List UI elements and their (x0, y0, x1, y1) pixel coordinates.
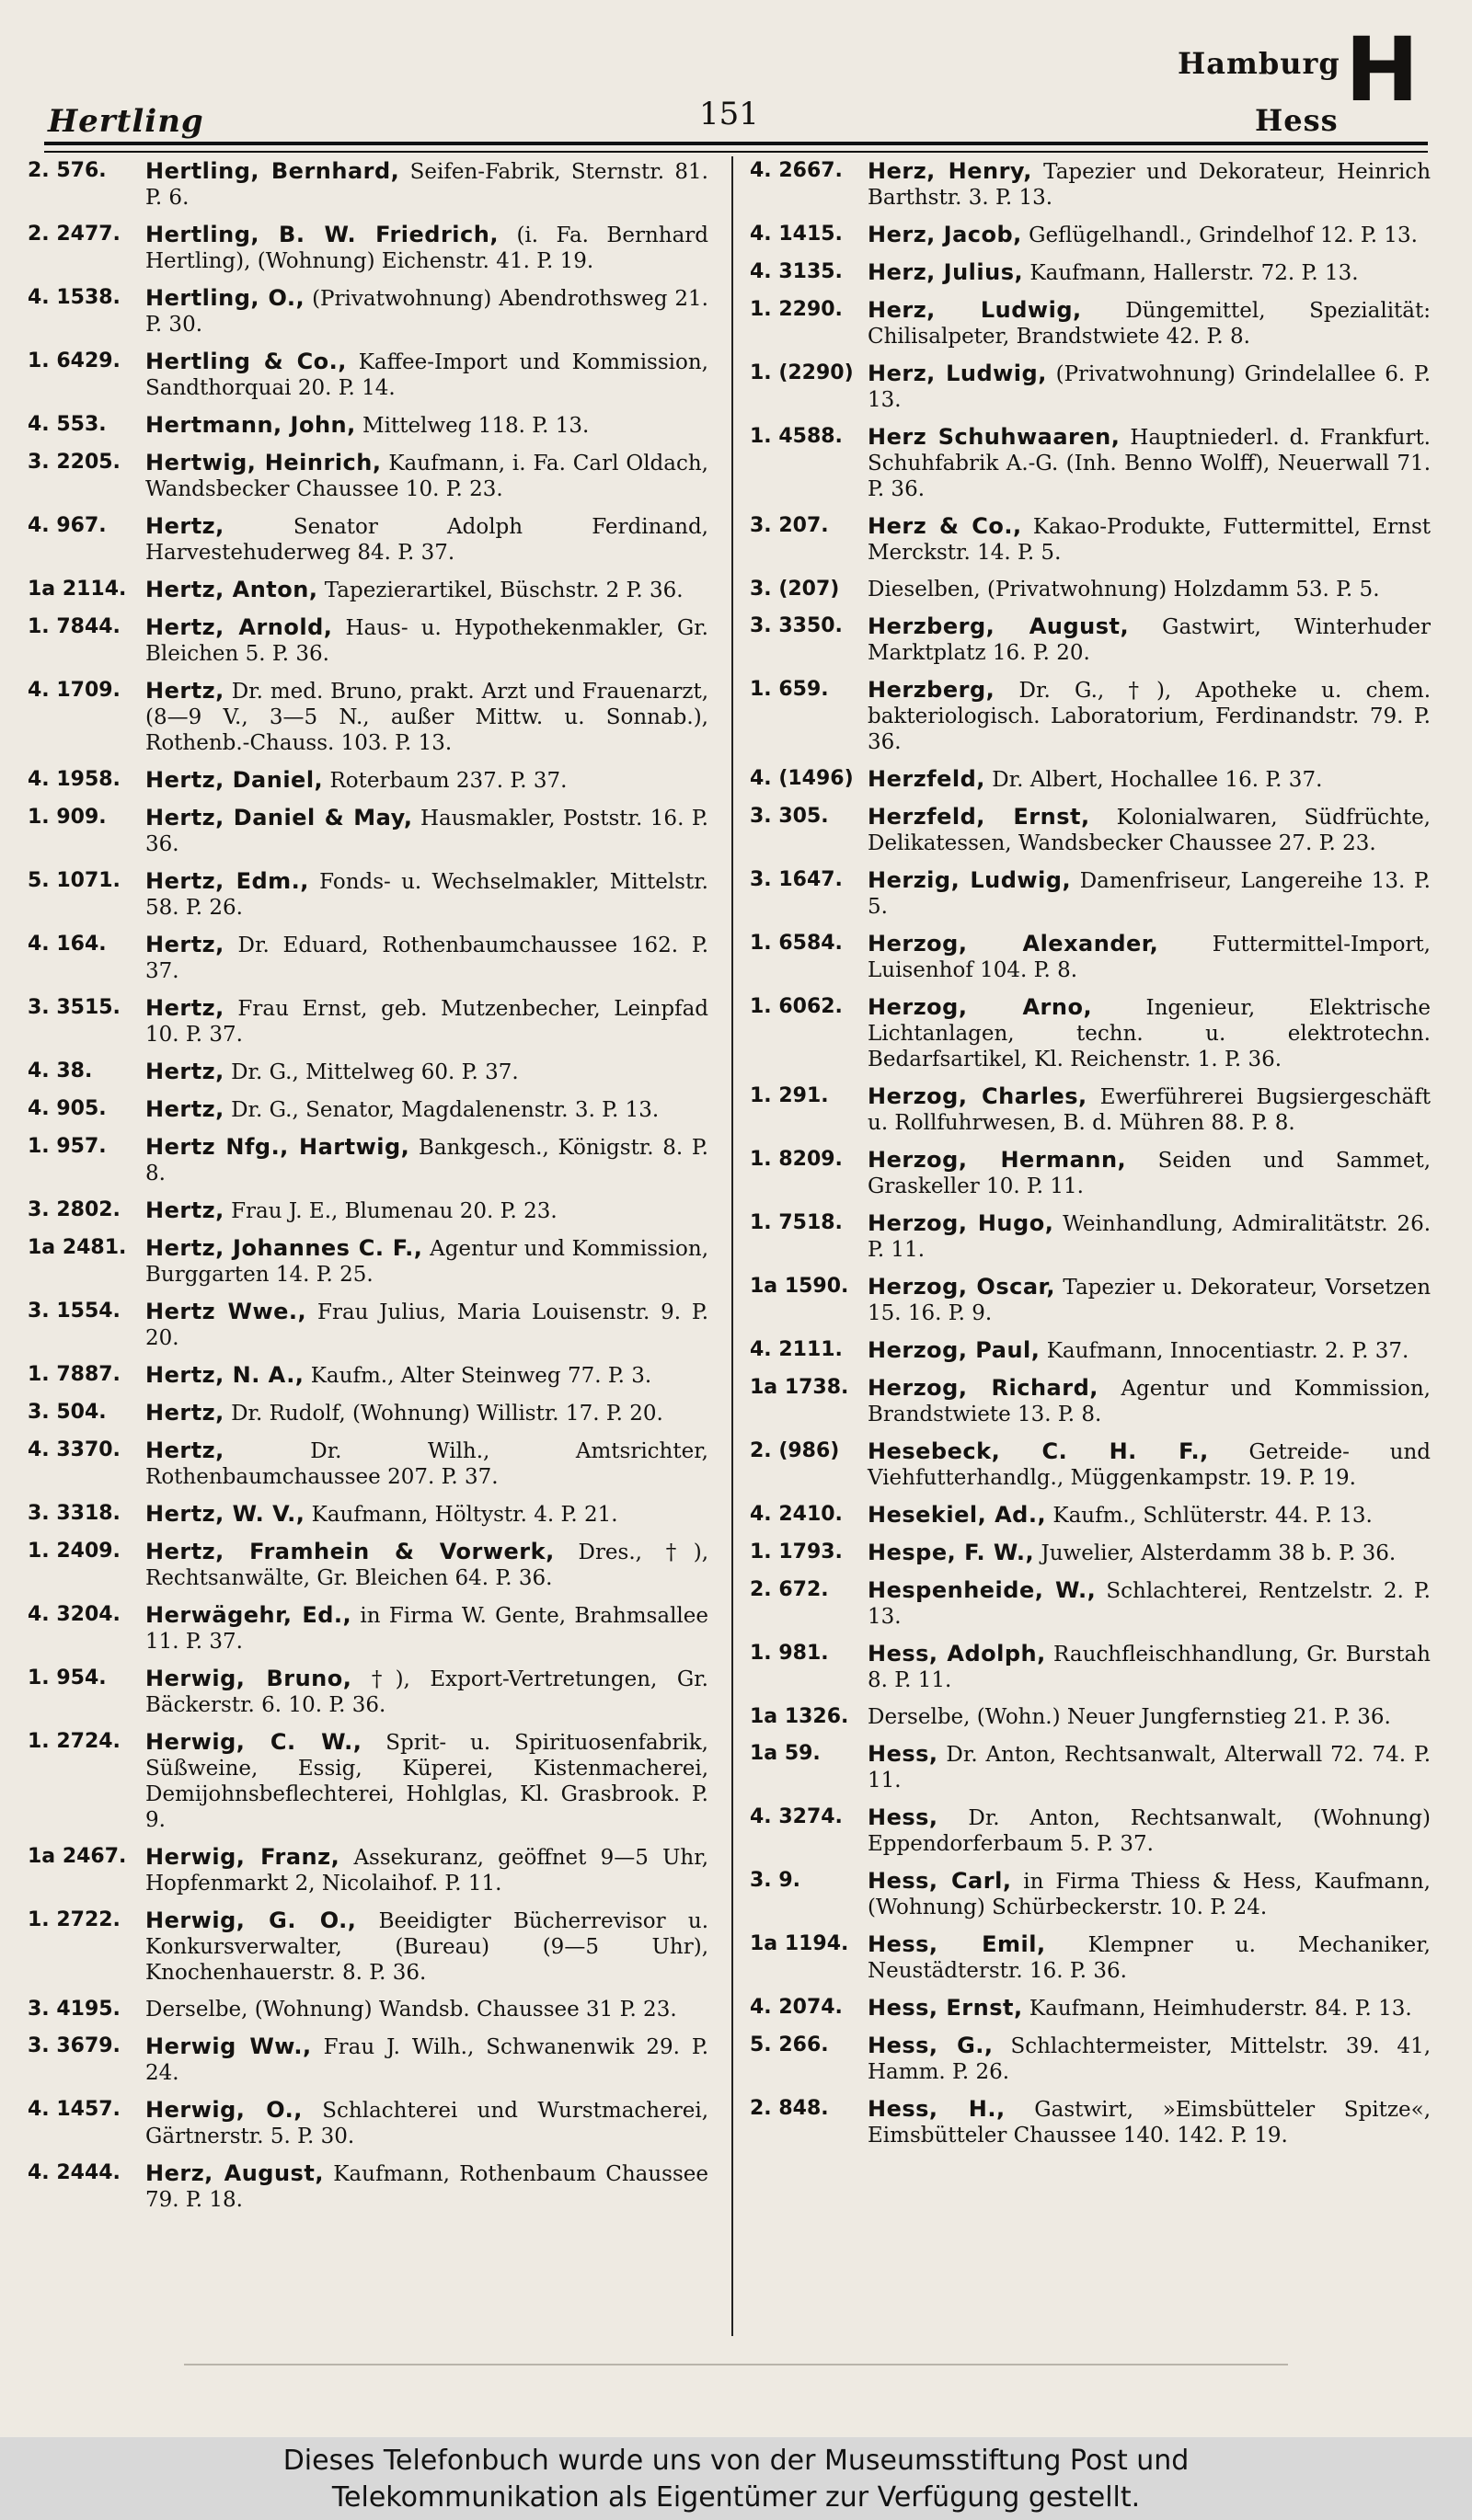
directory-entry (750, 1147, 1431, 1199)
subscriber-details: Dr. Anton, Rechtsanwalt, (Wohnung) Eppendorferbaum 5. P. 37. (868, 1806, 1431, 1856)
subscriber-details: †), Export-Vertretungen, Gr. Bäckerstr. 6. 10. P. 36. (145, 1667, 708, 1717)
directory-entry (28, 2160, 708, 2213)
phone-number: 1. 2409. (28, 1540, 121, 1563)
subscriber-name: Herzig, Ludwig, (868, 867, 1072, 893)
phone-number: 3. 1554. (28, 1300, 121, 1323)
directory-entry (28, 1666, 708, 1718)
directory-entry (28, 1438, 708, 1490)
subscriber-name: Hess, (868, 1741, 938, 1767)
directory-entry (28, 1235, 708, 1288)
subscriber-details: Tapezierartikel, Büschstr. 2 P. 36. (324, 578, 684, 602)
subscriber-name: Herzog, Charles, (868, 1083, 1087, 1109)
directory-entry (28, 868, 708, 921)
subscriber-details: Sprit- u. Spirituosenfabrik, Süßweine, Essig, Küperei, Kistenmacherei, Demijohnsbeflechterei, Hohlglas, Kl. Grasbrook. P. 9. (145, 1731, 708, 1832)
phone-number: 2. 672. (750, 1578, 829, 1601)
subscriber-name: Herzog, Paul, (868, 1337, 1041, 1363)
phone-number: 4. 3135. (750, 260, 843, 283)
subscriber-name: Herz, Ludwig, (868, 361, 1047, 386)
phone-number: 2. (986) (750, 1439, 840, 1462)
subscriber-details: Getreide- und Viehfutterhandlg., Müggenkampstr. 19. P. 19. (868, 1440, 1431, 1490)
subscriber-name: Hertz, (145, 1059, 224, 1084)
subscriber-details: Dr. G., Senator, Magdalenenstr. 3. P. 13. (231, 1098, 660, 1122)
running-head-left: Hertling (48, 103, 204, 140)
directory-entry (750, 867, 1431, 920)
phone-number: 1. 909. (28, 806, 107, 829)
subscriber-name: Herzog, Richard, (868, 1375, 1098, 1401)
subscriber-details: Damenfriseur, Langereihe 13. P. 5. (868, 869, 1431, 919)
subscriber-name: Hespenheide, W., (868, 1577, 1097, 1603)
directory-entry (28, 349, 708, 401)
directory-entry (750, 1704, 1431, 1730)
subscriber-name: Hertz, (145, 513, 224, 539)
subscriber-details: Kaufmann, Hallerstr. 72. P. 13. (1029, 261, 1359, 285)
directory-entry (28, 1501, 708, 1528)
subscriber-details: Kaufmann, Innocentiastr. 2. P. 37. (1046, 1339, 1409, 1363)
phone-number: 3. 207. (750, 514, 829, 537)
directory-entry (750, 513, 1431, 566)
subscriber-name: Hertz, Framhein & Vorwerk, (145, 1539, 555, 1564)
subscriber-details: Geflügelhandl., Grindelhof 12. P. 13. (1029, 223, 1418, 247)
phone-number: 3. 3515. (28, 996, 121, 1019)
directory-entry (28, 1997, 708, 2022)
phone-number: 1. 291. (750, 1084, 829, 1107)
subscriber-name: Hertling, O., (145, 285, 305, 311)
directory-entry (28, 1134, 708, 1186)
directory-entry (28, 678, 708, 756)
subscriber-name: Hess, H., (868, 2096, 1006, 2122)
directory-entry (28, 285, 708, 338)
directory-entry (750, 1641, 1431, 1693)
subscriber-details: Juwelier, Alsterdamm 38 b. P. 36. (1041, 1541, 1397, 1565)
phone-number: 1a 2481. (28, 1236, 127, 1259)
subscriber-name: Herz Schuhwaaren, (868, 424, 1121, 450)
directory-entry (750, 1210, 1431, 1263)
subscriber-details: Mittelweg 118. P. 13. (362, 414, 590, 438)
directory-entry (28, 805, 708, 857)
directory-entry (750, 577, 1431, 602)
directory-entry (28, 513, 708, 566)
subscriber-name: Herz, Henry, (868, 158, 1032, 184)
directory-entry (750, 297, 1431, 349)
section-letter: H (1345, 18, 1420, 121)
subscriber-details: (i. Fa. Bernhard Hertling), (Wohnung) Eichenstr. 41. P. 19. (145, 223, 708, 273)
subscriber-details: Dr. Albert, Hochallee 16. P. 37. (992, 768, 1323, 792)
phone-number: 4. 1709. (28, 679, 121, 702)
phone-number: 5. 266. (750, 2033, 829, 2056)
directory-entry (28, 614, 708, 667)
subscriber-name: Hertwig, Heinrich, (145, 450, 382, 475)
phone-number: 4. 3274. (750, 1805, 843, 1828)
subscriber-name: Hess, Emil, (868, 1931, 1046, 1957)
directory-entry (28, 577, 708, 603)
subscriber-details: Kaufm., Alter Steinweg 77. P. 3. (310, 1364, 652, 1388)
directory-entry (28, 767, 708, 794)
phone-number: 1. 659. (750, 678, 829, 701)
directory-entry (28, 222, 708, 274)
subscriber-details: in Firma Thiess & Hess, Kaufmann, (Wohnung) Schürbeckerstr. 10. P. 24. (868, 1870, 1431, 1919)
phone-number: 3. 305. (750, 805, 829, 828)
subscriber-name: Hertz, Anton, (145, 577, 318, 602)
subscriber-name: Herwig, Bruno, (145, 1666, 352, 1691)
phone-number: 4. 1958. (28, 768, 121, 791)
subscriber-name: Hertz, N. A., (145, 1362, 305, 1388)
subscriber-details: Bankgesch., Königstr. 8. P. 8. (145, 1136, 708, 1186)
subscriber-details: Roterbaum 237. P. 37. (329, 769, 568, 793)
directory-entry (750, 1995, 1431, 2022)
directory-entry (28, 1602, 708, 1655)
directory-entry (28, 158, 708, 211)
phone-number: 3. 1647. (750, 868, 843, 891)
subscriber-details: Dr. Eduard, Rothenbaumchaussee 162. P. 37. (145, 934, 708, 983)
phone-number: 1. 6429. (28, 349, 121, 372)
phone-number: 4. 1457. (28, 2098, 121, 2121)
subscriber-name: Herzog, Oscar, (868, 1274, 1055, 1300)
subscriber-name: Hess, Ernst, (868, 1995, 1023, 2021)
directory-entry (750, 1931, 1431, 1984)
directory-entry (28, 1299, 708, 1351)
subscriber-name: Hertz, (145, 1400, 224, 1426)
directory-entry (28, 1197, 708, 1224)
phone-number: 3. 2802. (28, 1198, 121, 1221)
subscriber-details: Frau J. E., Blumenau 20. P. 23. (231, 1199, 558, 1223)
subscriber-name: Hertz, W. V., (145, 1501, 305, 1527)
phone-number: 4. 2667. (750, 159, 843, 182)
subscriber-details: Kaffee-Import und Kommission, Sandthorquai 20. P. 14. (145, 350, 708, 400)
directory-entry (28, 450, 708, 502)
left-column (28, 158, 708, 2329)
phone-number: 1. 954. (28, 1667, 107, 1690)
footer-line-1: Dieses Telefonbuch wurde uns von der Museumsstiftung Post und (282, 2445, 1190, 2477)
phone-number: 1. 2724. (28, 1730, 121, 1753)
directory-entry (28, 1907, 708, 1986)
subscriber-details: Agentur und Kommission, Burggarten 14. P. 25. (145, 1237, 708, 1287)
directory-entry (750, 361, 1431, 413)
subscriber-details: Fonds- u. Wechselmakler, Mittelstr. 58. P. 26. (145, 870, 708, 920)
subscriber-details: Assekuranz, geöffnet 9—5 Uhr, Hopfenmarkt 2, Nicolaihof. P. 11. (145, 1846, 708, 1896)
directory-entry (750, 1337, 1431, 1364)
subscriber-details: Frau Ernst, geb. Mutzenbecher, Leinpfad 10. P. 37. (145, 997, 708, 1047)
subscriber-name: Herwig, O., (145, 2097, 303, 2123)
subscriber-name: Herz, August, (145, 2160, 324, 2186)
directory-entry (28, 1539, 708, 1591)
subscriber-details: Tapezier u. Dekorateur, Vorsetzen 15. 16. P. 9. (868, 1276, 1431, 1325)
directory-entry (750, 677, 1431, 755)
subscriber-name: Herwägehr, Ed., (145, 1602, 352, 1628)
phone-number: 5. 1071. (28, 869, 121, 892)
subscriber-details: (Privatwohnung) Abendrothsweg 21. P. 30. (145, 287, 708, 337)
directory-entry (750, 1502, 1431, 1529)
subscriber-details: Dieselben, (Privatwohnung) Holzdamm 53. P. 5. (868, 578, 1380, 601)
subscriber-details: Kaufmann, Heimhuderstr. 84. P. 13. (1029, 1997, 1412, 2021)
directory-entry (28, 1059, 708, 1085)
subscriber-name: Herz & Co., (868, 513, 1022, 539)
subscriber-details: Beeidigter Bücherrevisor u. Konkursverwalter, (Bureau) (9—5 Uhr), Knochenhauerstr. 8. P. 36. (145, 1909, 708, 1985)
phone-number: 1. 6584. (750, 932, 843, 955)
directory-entry (750, 931, 1431, 983)
subscriber-name: Hertz Wwe., (145, 1299, 307, 1324)
directory-entry (750, 613, 1431, 666)
phone-number: 4. 2074. (750, 1996, 843, 2019)
subscriber-name: Hess, G., (868, 2033, 994, 2058)
subscriber-name: Hesebeck, C. H. F., (868, 1438, 1209, 1464)
phone-number: 1. 7887. (28, 1363, 121, 1386)
subscriber-details: Schlachterei und Wurstmacherei, Gärtnerstr. 5. P. 30. (145, 2099, 708, 2148)
subscriber-name: Hertz, Daniel & May, (145, 805, 413, 830)
subscriber-details: Seifen-Fabrik, Sternstr. 81. P. 6. (145, 160, 708, 210)
footer-line-2: Telekommunikation als Eigentümer zur Verfügung gestellt. (331, 2481, 1141, 2514)
phone-number: 1a 1590. (750, 1275, 849, 1298)
subscriber-details: Kaufm., Schlüterstr. 44. P. 13. (1052, 1504, 1373, 1528)
directory-entry (28, 1729, 708, 1833)
phone-number: 4. 2444. (28, 2161, 121, 2184)
subscriber-name: Herzog, Alexander, (868, 931, 1159, 956)
subscriber-name: Herzog, Arno, (868, 994, 1093, 1020)
subscriber-details: in Firma W. Gente, Brahmsallee 11. P. 37. (145, 1604, 708, 1654)
subscriber-details: Frau J. Wilh., Schwanenwik 29. P. 24. (145, 2035, 708, 2085)
subscriber-details: Rauchfleischhandlung, Gr. Burstah 8. P. 11. (868, 1643, 1431, 1692)
subscriber-details: Dr. Wilh., Amtsrichter, Rothenbaumchaussee 207. P. 37. (145, 1439, 708, 1489)
subscriber-details: Hausmakler, Poststr. 16. P. 36. (145, 807, 708, 856)
subscriber-details: Gastwirt, »Eimsbütteler Spitze«, Eimsbütteler Chaussee 140. 142. P. 19. (868, 2098, 1431, 2148)
subscriber-name: Herzberg, August, (868, 613, 1130, 639)
subscriber-details: Agentur und Kommission, Brandstwiete 13. P. 8. (868, 1377, 1431, 1426)
directory-entry (750, 259, 1431, 286)
subscriber-details: Dr. med. Bruno, prakt. Arzt und Frauenarzt, (8—9 V., 3—5 N., außer Mittw. u. Sonnab.), Rothenb.-Chauss. 103. P. 13. (145, 680, 708, 755)
page-number: 151 (699, 96, 759, 132)
directory-entry (28, 2097, 708, 2149)
directory-entry (28, 1400, 708, 1426)
subscriber-name: Herz, Jacob, (868, 222, 1022, 247)
phone-number: 4. 553. (28, 413, 107, 436)
subscriber-name: Herzog, Hugo, (868, 1210, 1054, 1236)
phone-number: 3. 4195. (28, 1998, 121, 2021)
phone-number: 4. 1415. (750, 223, 843, 246)
directory-entry (750, 1274, 1431, 1326)
header-rule-thick (44, 142, 1428, 145)
directory-entry (28, 995, 708, 1048)
column-divider (731, 156, 733, 2336)
phone-number: 4. 2410. (750, 1503, 843, 1526)
subscriber-details: Dr. Rudolf, (Wohnung) Willistr. 17. P. 20. (231, 1402, 663, 1426)
subscriber-details: Haus- u. Hypothekenmakler, Gr. Bleichen 5. P. 36. (145, 616, 708, 666)
subscriber-name: Hess, Adolph, (868, 1641, 1046, 1667)
subscriber-name: Hertling & Co., (145, 349, 347, 374)
subscriber-name: Hertz, Daniel, (145, 767, 324, 793)
subscriber-details: Derselbe, (Wohn.) Neuer Jungfernstieg 21. P. 36. (868, 1705, 1391, 1729)
subscriber-details: Frau Julius, Maria Louisenstr. 9. P. 20. (145, 1300, 708, 1350)
subscriber-details: Kakao-Produkte, Futtermittel, Ernst Merckstr. 14. P. 5. (868, 515, 1431, 565)
directory-entry (750, 1804, 1431, 1857)
phone-number: 1. (2290) (750, 361, 854, 384)
phone-number: 4. 38. (28, 1060, 93, 1082)
subscriber-details: Senator Adolph Ferdinand, Harvestehuderweg 84. P. 37. (145, 515, 708, 565)
subscriber-details: Hauptniederl. d. Frankfurt. Schuhfabrik A.-G. (Inh. Benno Wolff), Neuerwall 71. P. 36. (868, 426, 1431, 501)
directory-entry (28, 2033, 708, 2086)
phone-number: 3. 3318. (28, 1502, 121, 1525)
directory-entry (750, 2096, 1431, 2148)
running-head-right: Hess (1255, 103, 1339, 138)
phone-number: 1. 981. (750, 1642, 829, 1665)
subscriber-details: Kaufmann, Höltystr. 4. P. 21. (311, 1503, 618, 1527)
directory-entry (28, 1096, 708, 1123)
subscriber-name: Hertz, (145, 1096, 224, 1122)
phone-number: 1a 2467. (28, 1845, 127, 1868)
phone-number: 1a 1738. (750, 1376, 849, 1399)
phone-number: 2. 2477. (28, 223, 121, 246)
subscriber-name: Hertz, (145, 1197, 224, 1223)
directory-entry (750, 804, 1431, 856)
directory-entry (750, 158, 1431, 211)
directory-entry (28, 1362, 708, 1389)
directory-entry (750, 766, 1431, 793)
phone-number: 4. 905. (28, 1097, 107, 1120)
phone-number: 1. 1793. (750, 1541, 843, 1564)
subscriber-details: Tapezier und Dekorateur, Heinrich Barthstr. 3. P. 13. (868, 160, 1431, 210)
subscriber-name: Hess, Carl, (868, 1868, 1012, 1894)
phone-number: 1. 4588. (750, 425, 843, 448)
header-rule-thin (44, 151, 1428, 153)
subscriber-details: Dr. G., †), Apotheke u. chem. bakteriologisch. Laboratorium, Ferdinandstr. 79. P. 36. (868, 679, 1431, 754)
bottom-faint-line (184, 2364, 1288, 2365)
subscriber-name: Hertz, (145, 678, 224, 704)
subscriber-details: Schlachterei, Rentzelstr. 2. P. 13. (868, 1579, 1431, 1629)
phone-number: 3. 9. (750, 1869, 800, 1892)
phone-number: 3. 3350. (750, 614, 843, 637)
subscriber-name: Hertz, Edm., (145, 868, 309, 894)
subscriber-details: Seiden und Sammet, Graskeller 10. P. 11. (868, 1149, 1431, 1198)
directory-entry (750, 994, 1431, 1072)
phone-number: 4. (1496) (750, 767, 854, 790)
phone-number: 2. 576. (28, 159, 107, 182)
phone-number: 3. 504. (28, 1401, 107, 1424)
directory-entry (750, 2033, 1431, 2085)
phone-number: 1a 59. (750, 1742, 821, 1765)
subscriber-name: Hertling, Bernhard, (145, 158, 400, 184)
phone-number: 4. 164. (28, 933, 107, 956)
subscriber-details: Kaufmann, Rothenbaum Chaussee 79. P. 18. (145, 2162, 708, 2212)
subscriber-details: Klempner u. Mechaniker, Neustädterstr. 16. P. 36. (868, 1933, 1431, 1983)
directory-entry (750, 1868, 1431, 1920)
subscriber-details: Ewerführerei Bugsiergeschäft u. Rollfuhrwesen, B. d. Mühren 88. P. 8. (868, 1085, 1431, 1135)
subscriber-name: Hertz, Arnold, (145, 614, 333, 640)
subscriber-details: Ingenieur, Elektrische Lichtanlagen, techn. u. elektrotechn. Bedarfsartikel, Kl. Reichenstr. 1. P. 36. (868, 996, 1431, 1071)
subscriber-name: Hertling, B. W. Friedrich, (145, 222, 499, 247)
directory-entry (750, 1741, 1431, 1793)
subscriber-name: Hespe, F. W., (868, 1540, 1035, 1565)
subscriber-name: Hesekiel, Ad., (868, 1502, 1047, 1528)
subscriber-details: Dres., †), Rechtsanwälte, Gr. Bleichen 64. P. 36. (145, 1541, 708, 1590)
subscriber-details: Futtermittel-Import, Luisenhof 104. P. 8. (868, 933, 1431, 982)
directory-entry (750, 222, 1431, 248)
subscriber-details: Weinhandlung, Admiralitätstr. 26. P. 11. (868, 1212, 1431, 1262)
subscriber-name: Hertmann, John, (145, 412, 356, 438)
directory-entry (28, 1844, 708, 1896)
directory-entry (750, 1438, 1431, 1491)
phone-number: 4. 2111. (750, 1338, 843, 1361)
directory-entry (750, 1577, 1431, 1630)
subscriber-details: Dr. G., Mittelweg 60. P. 37. (231, 1060, 519, 1084)
phone-number: 4. 3204. (28, 1603, 121, 1626)
directory-entry (750, 424, 1431, 502)
subscriber-name: Herzberg, (868, 677, 995, 703)
phone-number: 1a 1194. (750, 1932, 849, 1955)
phone-number: 3. (207) (750, 578, 840, 601)
subscriber-details: Düngemittel, Spezialität: Chilisalpeter, Brandstwiete 42. P. 8. (868, 299, 1431, 349)
phone-number: 1a 2114. (28, 578, 127, 601)
directory-entry (28, 932, 708, 984)
subscriber-name: Herzog, Hermann, (868, 1147, 1127, 1173)
subscriber-name: Herz, Julius, (868, 259, 1024, 285)
subscriber-details: (Privatwohnung) Grindelallee 6. P. 13. (868, 362, 1431, 412)
directory-entry (28, 412, 708, 439)
subscriber-name: Herzfeld, (868, 766, 985, 792)
subscriber-name: Herwig Ww., (145, 2033, 312, 2059)
phone-number: 4. 3370. (28, 1438, 121, 1461)
phone-number: 1. 2290. (750, 298, 843, 321)
subscriber-name: Herzfeld, Ernst, (868, 804, 1090, 830)
phone-number: 1a 1326. (750, 1705, 849, 1728)
directory-entry (750, 1083, 1431, 1136)
phone-number: 1. 7844. (28, 615, 121, 638)
right-column (750, 158, 1431, 2329)
directory-entry (750, 1540, 1431, 1566)
running-head-city: Hamburg (1178, 46, 1340, 81)
subscriber-name: Herz, Ludwig, (868, 297, 1082, 323)
subscriber-details: Gastwirt, Winterhuder Marktplatz 16. P. 20. (868, 615, 1431, 665)
phone-number: 4. 1538. (28, 286, 121, 309)
subscriber-name: Hertz, (145, 932, 224, 957)
subscriber-name: Hertz, (145, 995, 224, 1021)
subscriber-name: Hess, (868, 1804, 938, 1830)
subscriber-details: Kaufmann, i. Fa. Carl Oldach, Wandsbecker Chaussee 10. P. 23. (145, 452, 708, 501)
subscriber-name: Herwig, C. W., (145, 1729, 362, 1755)
phone-number: 1. 7518. (750, 1211, 843, 1234)
archive-footer (0, 2437, 1472, 2520)
phone-number: 1. 8209. (750, 1148, 843, 1171)
phone-number: 3. 2205. (28, 451, 121, 474)
subscriber-name: Herwig, Franz, (145, 1844, 340, 1870)
phone-number: 1. 6062. (750, 995, 843, 1018)
subscriber-details: Kolonialwaren, Südfrüchte, Delikatessen, Wandsbecker Chaussee 27. P. 23. (868, 806, 1431, 855)
subscriber-details: Dr. Anton, Rechtsanwalt, Alterwall 72. 74. P. 11. (868, 1743, 1431, 1793)
subscriber-details: Schlachtermeister, Mittelstr. 39. 41, Hamm. P. 26. (868, 2034, 1431, 2084)
subscriber-name: Hertz Nfg., Hartwig, (145, 1134, 410, 1160)
subscriber-name: Hertz, (145, 1438, 224, 1463)
phone-number: 2. 848. (750, 2097, 829, 2120)
subscriber-details: Derselbe, (Wohnung) Wandsb. Chaussee 31 P. 23. (145, 1998, 677, 2022)
phone-number: 1. 957. (28, 1135, 107, 1158)
directory-entry (750, 1375, 1431, 1427)
phone-number: 1. 2722. (28, 1908, 121, 1931)
subscriber-name: Hertz, Johannes C. F., (145, 1235, 423, 1261)
phone-number: 3. 3679. (28, 2034, 121, 2057)
subscriber-name: Herwig, G. O., (145, 1907, 357, 1933)
phone-number: 4. 967. (28, 514, 107, 537)
